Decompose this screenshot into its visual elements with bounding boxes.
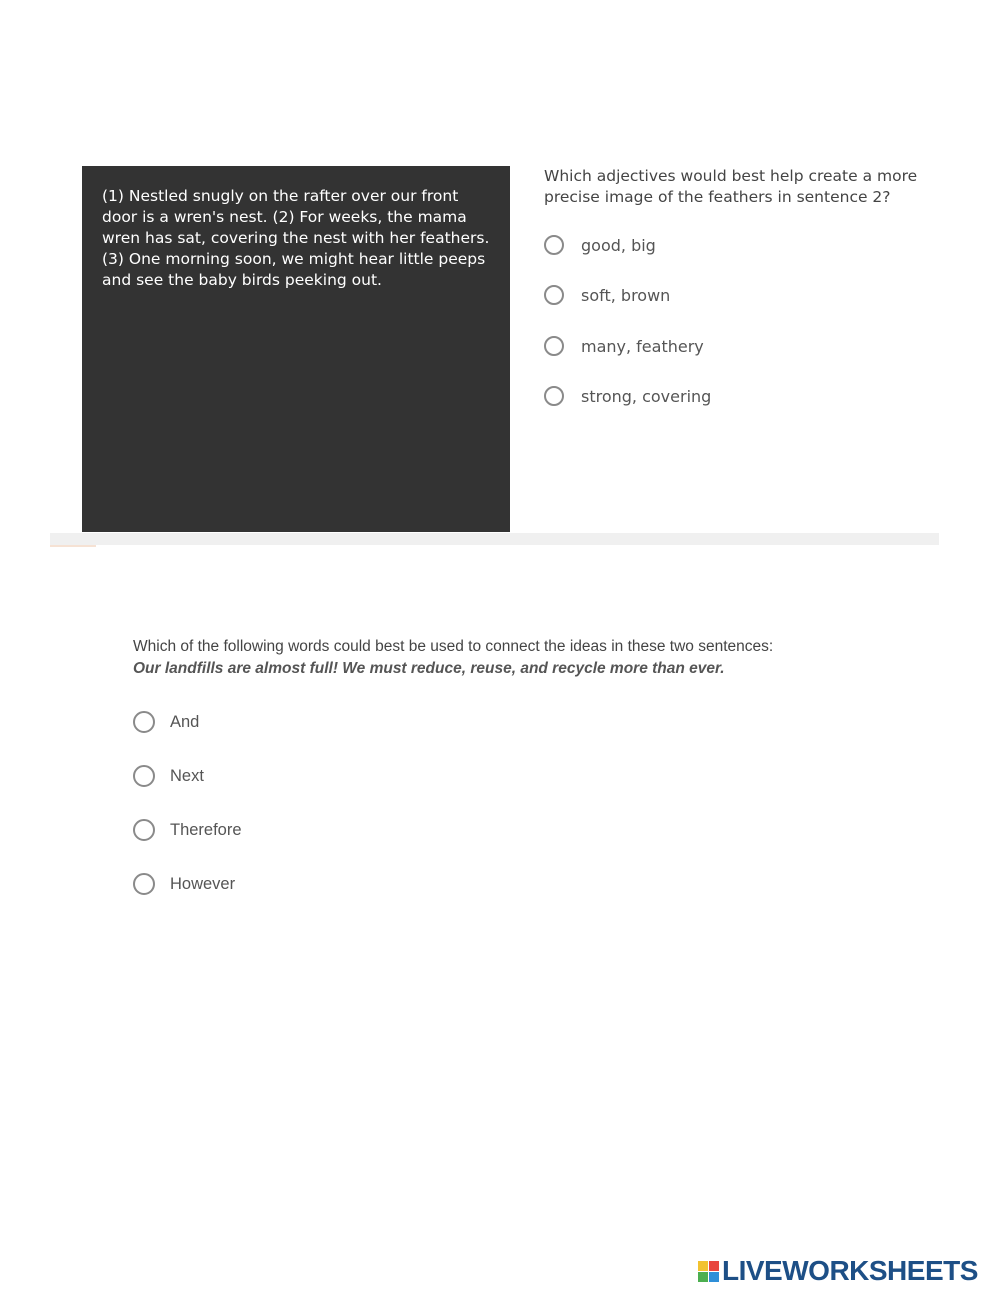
option-label: good, big <box>581 235 656 255</box>
logo-blocks-icon <box>698 1261 719 1282</box>
question-2-option-3[interactable] <box>133 817 242 843</box>
option-label: soft, brown <box>581 285 671 305</box>
radio-icon[interactable] <box>133 765 155 787</box>
option-label: strong, covering <box>581 386 712 406</box>
radio-icon[interactable] <box>544 235 564 255</box>
passage-panel <box>82 166 510 532</box>
section-divider <box>50 533 939 545</box>
question-2 <box>133 636 893 893</box>
question-1 <box>544 166 934 406</box>
brand-name: LIVEWORKSHEETS <box>722 1255 978 1286</box>
radio-icon[interactable] <box>133 711 155 733</box>
question-2-prompt-block <box>133 636 893 680</box>
question-2-example: Our landfills are almost full! We must reduce, reuse, and recycle more than ever. <box>133 660 725 677</box>
logo-block <box>709 1261 719 1271</box>
logo-block <box>698 1261 708 1271</box>
option-label: However <box>170 874 236 893</box>
question-1-prompt: Which adjectives would best help create a more precise image of the feathers in sentence 2? <box>544 167 918 206</box>
question-1-option-4[interactable] <box>544 383 711 409</box>
question-2-option-4[interactable] <box>133 871 235 897</box>
divider-accent <box>50 545 96 547</box>
question-1-option-2[interactable] <box>544 282 670 308</box>
radio-icon[interactable] <box>544 386 564 406</box>
question-2-prompt: Which of the following words could best be used to connect the ideas in these two sentences: <box>133 638 774 655</box>
radio-icon[interactable] <box>133 873 155 895</box>
option-label: And <box>170 712 200 731</box>
logo-block <box>698 1272 708 1282</box>
option-label: Therefore <box>170 820 242 839</box>
question-2-option-2[interactable] <box>133 763 204 789</box>
radio-icon[interactable] <box>544 285 564 305</box>
passage-text: (1) Nestled snugly on the rafter over our front door is a wren's nest. (2) For weeks, the mama wren has sat, covering the nest with her feathers. (3) One morning soon, we might hear little peeps and see the baby birds peeking out. <box>102 187 490 289</box>
question-1-option-1[interactable] <box>544 232 656 258</box>
radio-icon[interactable] <box>133 819 155 841</box>
question-1-option-3[interactable] <box>544 333 704 359</box>
question-2-option-1[interactable] <box>133 709 199 735</box>
brand-logo <box>698 1257 978 1285</box>
logo-block <box>709 1272 719 1282</box>
option-label: many, feathery <box>581 336 704 356</box>
option-label: Next <box>170 766 204 785</box>
radio-icon[interactable] <box>544 336 564 356</box>
